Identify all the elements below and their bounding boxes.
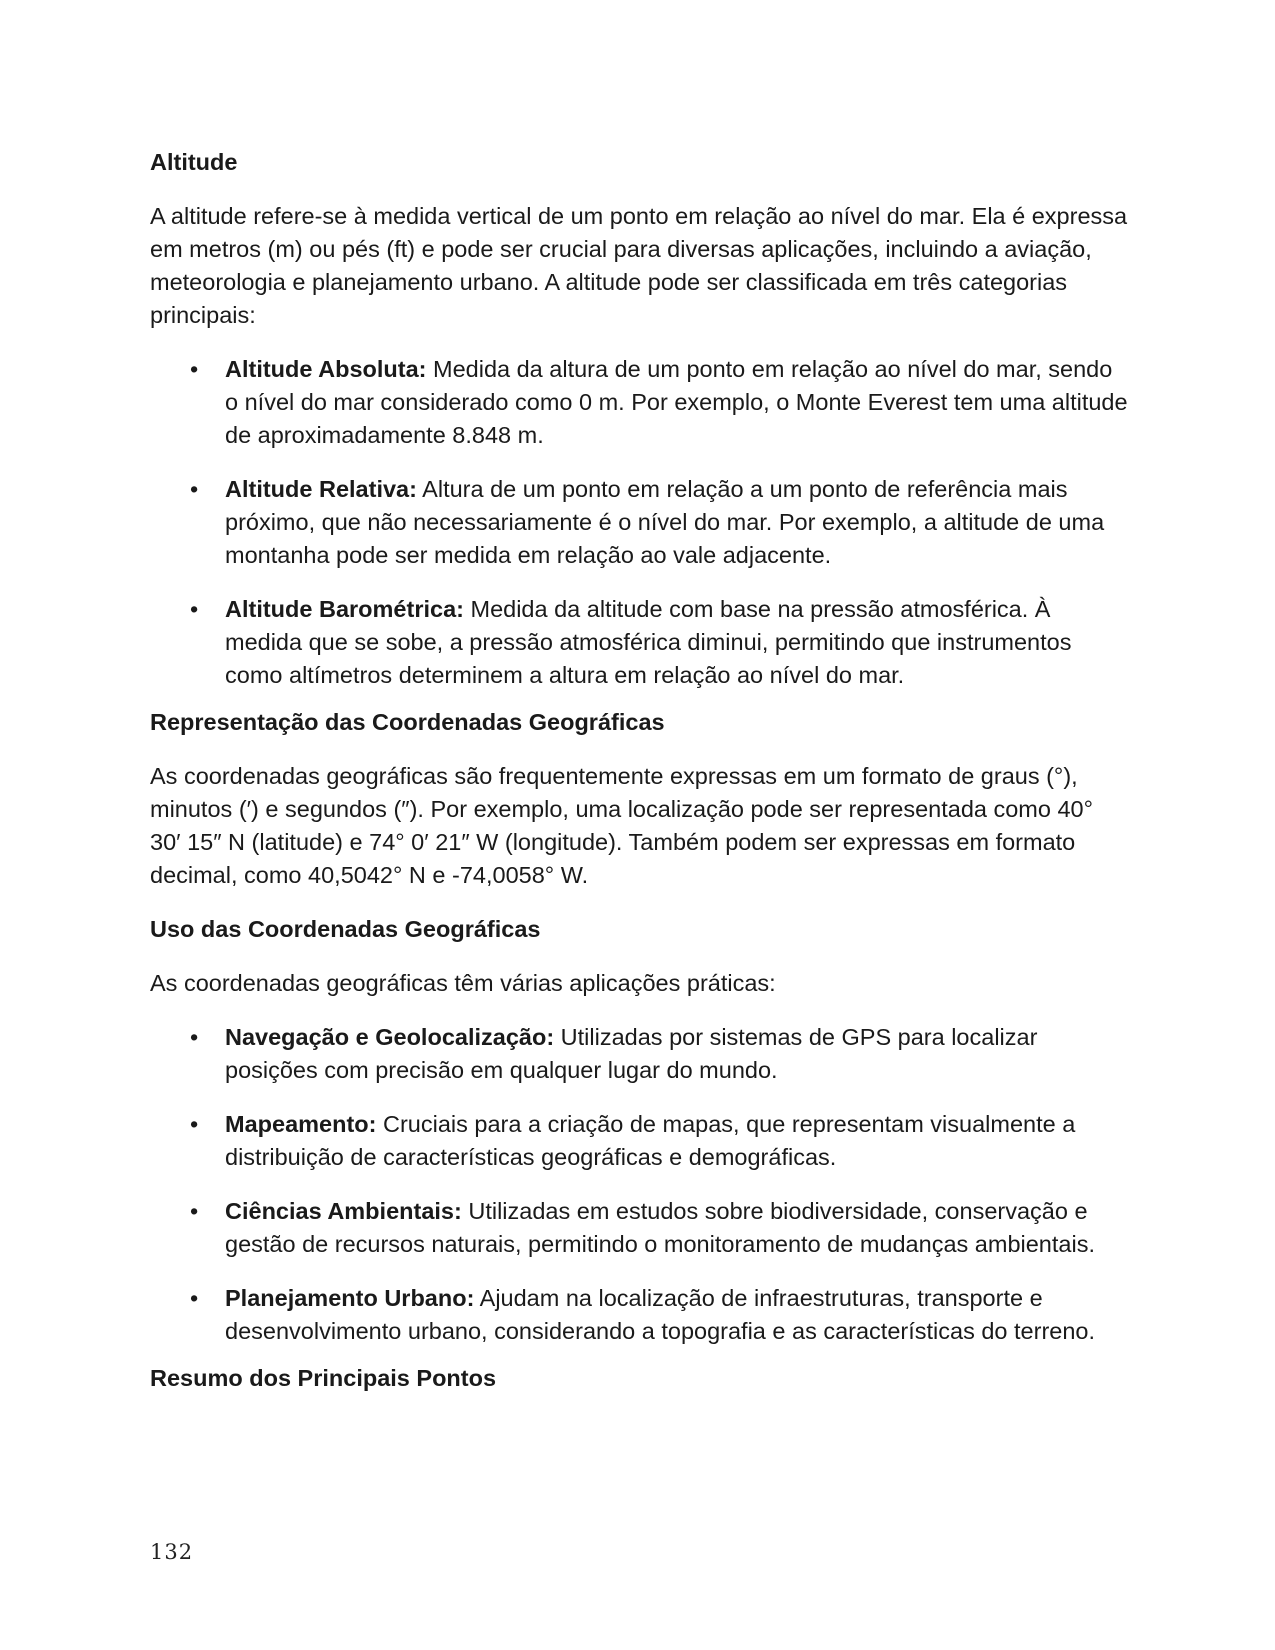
paragraph-uso-intro: As coordenadas geográficas têm várias aplicações práticas:	[150, 970, 776, 996]
term: Planejamento Urbano:	[225, 1285, 475, 1311]
list-item	[150, 1108, 1130, 1174]
bullet-icon: •	[190, 356, 199, 382]
definition: Ajudam na localização de infraestruturas, transporte e desenvolvimento urbano, considerando a topografia e as características do terreno.	[225, 1285, 1096, 1344]
paragraph-altitude-intro: A altitude refere-se à medida vertical de um ponto em relação ao nível do mar. Ela é expressa em metros (m) ou pés (ft) e pode ser crucial para diversas aplicações, incluindo a aviação, meteorologia e planejamento urbano. A altitude pode ser classificada em três categorias principais:	[150, 203, 1128, 328]
list-altitude-types	[150, 353, 1130, 692]
definition: Utilizadas por sistemas de GPS para localizar posições com precisão em qualquer lugar do mundo.	[225, 1024, 1038, 1083]
term: Mapeamento:	[225, 1111, 377, 1137]
paragraph-representacao: As coordenadas geográficas são frequentemente expressas em um formato de graus (°), minutos (′) e segundos (″). Por exemplo, uma localização pode ser representada como 40° 30′ 15″ N (latitude) e 74° 0′ 21″ W (longitude). Também podem ser expressas em formato decimal, como 40,5042° N e -74,0058° W.	[150, 763, 1094, 888]
bullet-icon: •	[190, 596, 199, 622]
definition: Medida da altura de um ponto em relação ao nível do mar, sendo o nível do mar considerado como 0 m. Por exemplo, o Monte Everest tem uma altitude de aproximadamente 8.848 m.	[225, 356, 1128, 448]
bullet-icon: •	[190, 476, 199, 502]
bullet-icon: •	[190, 1285, 199, 1311]
list-uso	[150, 1021, 1130, 1348]
term: Altitude Absoluta:	[225, 356, 427, 382]
list-item	[150, 1021, 1130, 1087]
definition: Altura de um ponto em relação a um ponto de referência mais próximo, que não necessariamente é o nível do mar. Por exemplo, a altitude de uma montanha pode ser medida em relação ao vale adjacente.	[225, 476, 1105, 568]
heading-resumo: Resumo dos Principais Pontos	[150, 1365, 497, 1391]
list-item	[150, 593, 1130, 692]
list-item	[150, 1282, 1130, 1348]
definition: Medida da altitude com base na pressão atmosférica. À medida que se sobe, a pressão atmosférica diminui, permitindo que instrumentos como altímetros determinem a altura em relação ao nível do mar.	[225, 596, 1072, 688]
heading-uso: Uso das Coordenadas Geográficas	[150, 916, 541, 942]
term: Navegação e Geolocalização:	[225, 1024, 555, 1050]
heading-altitude: Altitude	[150, 149, 238, 175]
bullet-icon: •	[190, 1024, 199, 1050]
definition: Cruciais para a criação de mapas, que representam visualmente a distribuição de características geográficas e demográficas.	[225, 1111, 1076, 1170]
list-item	[150, 353, 1130, 452]
list-item	[150, 1195, 1130, 1261]
bullet-icon: •	[190, 1198, 199, 1224]
page-content	[150, 146, 1130, 1416]
term: Ciências Ambientais:	[225, 1198, 462, 1224]
term: Altitude Barométrica:	[225, 596, 464, 622]
heading-representacao: Representação das Coordenadas Geográficas	[150, 709, 665, 735]
bullet-icon: •	[190, 1111, 199, 1137]
term: Altitude Relativa:	[225, 476, 417, 502]
page-number: 132	[150, 1540, 194, 1564]
list-item	[150, 473, 1130, 572]
definition: Utilizadas em estudos sobre biodiversidade, conservação e gestão de recursos naturais, permitindo o monitoramento de mudanças ambientais.	[225, 1198, 1095, 1257]
